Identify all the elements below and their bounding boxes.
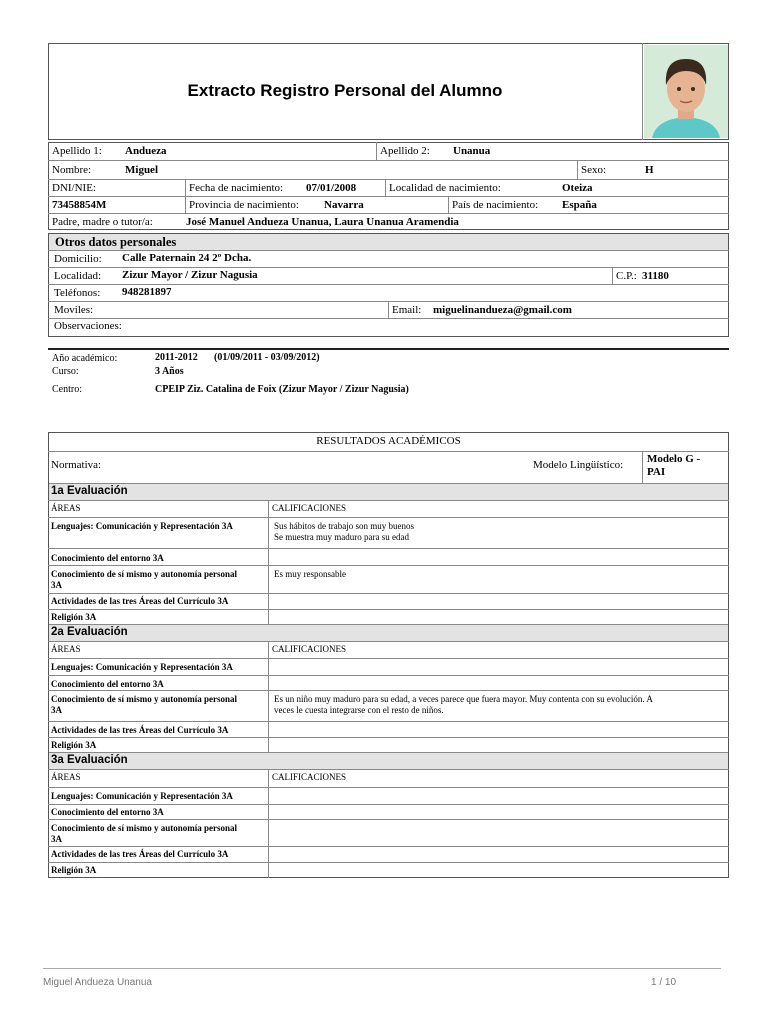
padre-value: José Manuel Andueza Unanua, Laura Unanua Aramendia	[186, 216, 459, 228]
apellido2-label: Apellido 2:	[380, 145, 430, 157]
apellido1-label: Apellido 1:	[52, 145, 102, 157]
centro-label: Centro:	[52, 384, 82, 395]
curso-value: 3 Años	[155, 366, 184, 377]
table-row-calif: veces le cuesta integrarse con el resto de niños.	[274, 705, 444, 715]
table-row-area: Lenguajes: Comunicación y Representación 3A	[51, 521, 233, 531]
normativa-label: Normativa:	[51, 459, 102, 471]
table-row-area: Actividades de las tres Áreas del Currículo 3A	[51, 849, 229, 859]
table-row-calif: Es un niño muy maduro para su edad, a veces parece que fuera mayor. Muy contenta con su evolución. A	[274, 694, 653, 704]
fecha-label: Fecha de nacimiento:	[189, 182, 284, 194]
fecha-value: 07/01/2008	[306, 182, 357, 194]
table-row-area: Religión 3A	[51, 612, 97, 622]
dni-value: 73458854M	[52, 199, 107, 211]
dni-label: DNI/NIE:	[52, 182, 96, 194]
curso-label: Curso:	[52, 366, 79, 377]
telefonos-label: Teléfonos:	[54, 287, 101, 299]
table-row-area: Lenguajes: Comunicación y Representación 3A	[51, 791, 233, 801]
apellido1-value: Andueza	[125, 145, 167, 157]
nombre-label: Nombre:	[52, 164, 92, 176]
table-row-area: 3A	[51, 705, 62, 715]
footer-divider	[43, 968, 721, 969]
pais-label: País de nacimiento:	[452, 199, 539, 211]
modelo-line2: PAI	[647, 466, 666, 478]
table-row-area: Conocimiento de sí mismo y autonomía personal	[51, 569, 238, 579]
ano-label: Año académico:	[52, 353, 118, 364]
eval3-header	[49, 752, 728, 770]
modelo-line1: Modelo G -	[647, 453, 701, 465]
footer-page-number: 1 / 10	[651, 977, 677, 988]
padre-label: Padre, madre o tutor/a:	[52, 216, 153, 228]
nombre-value: Miguel	[125, 164, 158, 176]
eval3-areas-header: ÁREAS	[51, 772, 81, 782]
sexo-value: H	[645, 164, 654, 176]
domicilio-label: Domicilio:	[54, 253, 102, 265]
pais-value: España	[562, 199, 597, 211]
table-row-calif: Es muy responsable	[274, 569, 346, 579]
eval1-title: 1a Evaluación	[51, 485, 128, 497]
provincia-label: Provincia de nacimiento:	[189, 199, 299, 211]
page-title: Extracto Registro Personal del Alumno	[187, 81, 503, 100]
localidad-label: Localidad:	[54, 270, 102, 282]
eval2-title: 2a Evaluación	[51, 626, 128, 638]
table-row-area: Conocimiento de sí mismo y autonomía personal	[51, 694, 238, 704]
apellido2-value: Unanua	[453, 145, 491, 157]
table-row-area: 3A	[51, 834, 62, 844]
eval2-areas-header: ÁREAS	[51, 644, 81, 654]
cp-label: C.P.:	[616, 270, 637, 282]
table-row-area: Religión 3A	[51, 865, 97, 875]
telefonos-value: 948281897	[122, 286, 172, 298]
eval1-header	[49, 483, 728, 501]
sexo-label: Sexo:	[581, 164, 607, 176]
ano-range: (01/09/2011 - 03/09/2012)	[214, 352, 320, 363]
table-row-area: Conocimiento del entorno 3A	[51, 807, 164, 817]
eval1-calif-header: CALIFICACIONES	[272, 503, 347, 513]
footer-name: Miguel Andueza Unanua	[43, 977, 152, 988]
provincia-value: Navarra	[324, 199, 364, 211]
eval2-calif-header: CALIFICACIONES	[272, 644, 347, 654]
modelo-label: Modelo Lingüístico:	[533, 459, 624, 471]
table-row-area: Conocimiento del entorno 3A	[51, 679, 164, 689]
table-row-area: Religión 3A	[51, 740, 97, 750]
domicilio-value: Calle Paternain 24 2º Dcha.	[122, 252, 252, 264]
observaciones-label: Observaciones:	[54, 320, 122, 332]
table-row-area: Lenguajes: Comunicación y Representación 3A	[51, 662, 233, 672]
localidad-nac-value: Oteiza	[562, 182, 593, 194]
table-row-calif: Se muestra muy maduro para su edad	[274, 532, 409, 542]
academic-divider	[48, 348, 729, 350]
localidad-nac-label: Localidad de nacimiento:	[389, 182, 501, 194]
table-row-area: Conocimiento de sí mismo y autonomía personal	[51, 823, 238, 833]
eval1-areas-header: ÁREAS	[51, 503, 81, 513]
otros-section-title: Otros datos personales	[55, 235, 177, 249]
ano-value: 2011-2012	[155, 352, 198, 363]
table-row-area: Conocimiento del entorno 3A	[51, 553, 164, 563]
eval2-header	[49, 624, 728, 642]
table-row-calif: Sus hábitos de trabajo son muy buenos	[274, 521, 414, 531]
table-row-area: 3A	[51, 580, 62, 590]
email-label: Email:	[392, 304, 422, 316]
centro-value: CPEIP Ziz. Catalina de Foix (Zizur Mayor / Zizur Nagusia)	[155, 384, 409, 395]
table-row-area: Actividades de las tres Áreas del Currículo 3A	[51, 596, 229, 606]
results-title: RESULTADOS ACADÉMICOS	[316, 435, 461, 447]
table-row-area: Actividades de las tres Áreas del Currículo 3A	[51, 725, 229, 735]
eval3-calif-header: CALIFICACIONES	[272, 772, 347, 782]
email-value: miguelinandueza@gmail.com	[433, 304, 572, 316]
eval3-title: 3a Evaluación	[51, 754, 128, 766]
localidad-value: Zizur Mayor / Zizur Nagusia	[122, 269, 258, 281]
moviles-label: Moviles:	[54, 304, 94, 316]
cp-value: 31180	[642, 270, 669, 282]
student-photo	[644, 45, 728, 138]
